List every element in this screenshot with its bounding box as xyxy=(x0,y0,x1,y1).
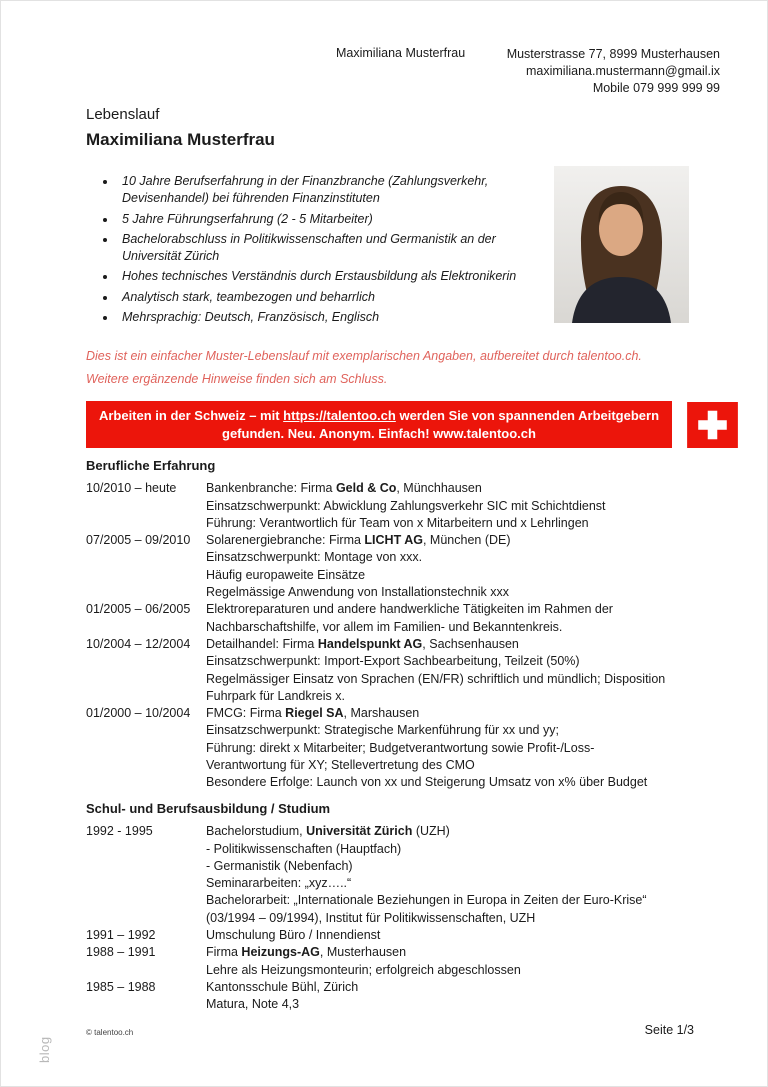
description-line: Firma Heizungs-AG, Musterhausen xyxy=(206,945,407,960)
summary-bullet: • Bachelorabschluss in Politikwissenschaften und Germanistik an der Universität Zürich xyxy=(117,231,541,266)
row-period: 1988 – 1991 xyxy=(86,945,156,960)
description-line: Führung: direkt x Mitarbeiter; Budgetverantwortung sowie Profit-/Loss- xyxy=(206,740,595,755)
education-rows xyxy=(86,823,722,1013)
description-line: Umschulung Büro / Innendienst xyxy=(206,928,381,943)
description-line: Regelmässiger Einsatz von Sprachen (EN/FR) schriftlich und mündlich; Disposition xyxy=(206,671,666,686)
table-row xyxy=(86,601,722,636)
header-mobile: Mobile 079 999 999 99 xyxy=(592,81,720,96)
row-description xyxy=(206,636,722,705)
row-period: 01/2005 – 06/2005 xyxy=(86,602,191,617)
row-description xyxy=(206,532,722,601)
table-row xyxy=(86,944,722,979)
description-line: (03/1994 – 09/1994), Institut für Politikwissenschaften, UZH xyxy=(206,910,536,925)
row-description xyxy=(206,927,722,944)
description-line: - Germanistik (Nebenfach) xyxy=(206,858,353,873)
summary-bullet: • 5 Jahre Führungserfahrung (2 - 5 Mitarbeiter) xyxy=(117,211,541,228)
section-heading-education: Schul- und Berufsausbildung / Studium xyxy=(86,801,331,816)
table-row xyxy=(86,705,722,791)
summary-bullet: • Analytisch stark, teambezogen und beharrlich xyxy=(117,289,541,306)
sample-notice: Dies ist ein einfacher Muster-Lebenslauf mit exemplarischen Angaben, aufbereitet durch talentoo.ch. Weitere ergänzende Hinweise finden sich am Schluss. xyxy=(86,349,642,386)
description-line: Verantwortung für XY; Stellevertretung des CMO xyxy=(206,758,475,773)
description-line: Detailhandel: Firma Handelspunkt AG, Sachsenhausen xyxy=(206,636,519,651)
description-line: Einsatzschwerpunkt: Strategische Markenführung für xx und yy; xyxy=(206,723,559,738)
row-description xyxy=(206,979,722,1014)
profile-photo xyxy=(554,166,689,323)
description-line: Einsatzschwerpunkt: Import-Export Sachbearbeitung, Teilzeit (50%) xyxy=(206,654,580,669)
table-row xyxy=(86,927,722,944)
description-line: Einsatzschwerpunkt: Montage von xxx. xyxy=(206,550,423,565)
description-line: Häufig europaweite Einsätze xyxy=(206,567,366,582)
description-line: FMCG: Firma Riegel SA, Marshausen xyxy=(206,706,420,721)
portrait-image xyxy=(554,166,689,323)
description-line: Einsatzschwerpunkt: Abwicklung Zahlungsverkehr SIC mit Schichtdienst xyxy=(206,498,606,513)
title-block xyxy=(86,106,275,150)
row-period: 01/2000 – 10/2004 xyxy=(86,706,191,721)
description-line: Besondere Erfolge: Launch von xx und Steigerung Umsatz von x% über Budget xyxy=(206,775,648,790)
description-line: Regelmässige Anwendung von Installationstechnik xxx xyxy=(206,585,509,600)
row-description xyxy=(206,944,722,979)
footer-copyright: © talentoo.ch xyxy=(86,1028,134,1037)
swiss-flag-icon xyxy=(687,402,738,448)
table-row xyxy=(86,532,722,601)
summary-bullet: • 10 Jahre Berufserfahrung in der Finanzbranche (Zahlungsverkehr, Devisenhandel) bei führenden Finanzinstituten xyxy=(117,173,541,208)
description-line: Bankenbranche: Firma Geld & Co, Münchhausen xyxy=(206,481,482,496)
row-period: 1992 - 1995 xyxy=(86,824,153,839)
summary-bullet: • Hohes technisches Verständnis durch Erstausbildung als Elektronikerin xyxy=(117,268,541,285)
table-row xyxy=(86,823,722,927)
description-line: Lehre als Heizungsmonteurin; erfolgreich abgeschlossen xyxy=(206,962,521,977)
section-education xyxy=(86,800,722,1014)
description-line: Nachbarschaftshilfe, vor allem im Familien- und Bekanntenkreis. xyxy=(206,619,563,634)
section-experience xyxy=(86,457,722,792)
description-line: Seminararbeiten: „xyz…..“ xyxy=(206,876,352,891)
row-description xyxy=(206,705,722,791)
section-heading-experience: Berufliche Erfahrung xyxy=(86,458,216,473)
candidate-name: Maximiliana Musterfrau xyxy=(86,130,275,149)
row-period: 07/2005 – 09/2010 xyxy=(86,533,191,548)
header-email: maximiliana.mustermann@gmail.ix xyxy=(526,64,720,79)
page-number: Seite 1/3 xyxy=(644,1023,694,1037)
row-period: 10/2004 – 12/2004 xyxy=(86,636,191,651)
row-description xyxy=(206,601,722,636)
description-line: - Politikwissenschaften (Hauptfach) xyxy=(206,841,402,856)
row-period: 1991 – 1992 xyxy=(86,928,156,943)
row-period: 10/2010 – heute xyxy=(86,481,177,496)
banner-text-pre: Arbeiten in der Schweiz – mit xyxy=(98,408,284,423)
banner-url-text[interactable]: www.talentoo.ch xyxy=(433,425,536,441)
description-line: Bachelorstudium, Universität Zürich (UZH) xyxy=(206,824,450,839)
header-contact-block xyxy=(507,46,720,98)
page-title: Lebenslauf xyxy=(86,106,160,123)
banner-link[interactable]: https://talentoo.ch xyxy=(283,408,396,423)
description-line: Kantonsschule Bühl, Zürich xyxy=(206,979,359,994)
description-line: Solarenergiebranche: Firma LICHT AG, München (DE) xyxy=(206,533,511,548)
description-line: Fuhrpark für Landkreis x. xyxy=(206,688,345,703)
description-line: Elektroreparaturen und andere handwerkliche Tätigkeiten im Rahmen der xyxy=(206,602,613,617)
promo-banner xyxy=(86,401,672,448)
summary-bullet: • Mehrsprachig: Deutsch, Französisch, Englisch xyxy=(117,309,541,326)
banner-text-mid: werden Sie von spannenden Arbeitgebern gefunden. Neu. Anonym. Einfach! xyxy=(222,408,660,441)
row-period: 1985 – 1988 xyxy=(86,979,156,994)
table-row xyxy=(86,480,722,532)
summary-list xyxy=(89,173,541,329)
description-line: Führung: Verantwortlich für Team von x Mitarbeitern und x Lehrlingen xyxy=(206,515,589,530)
description-line: Matura, Note 4,3 xyxy=(206,997,300,1012)
header-contact-name: Maximiliana Musterfrau xyxy=(336,46,466,60)
table-row xyxy=(86,979,722,1014)
row-description xyxy=(206,480,722,532)
table-row xyxy=(86,636,722,705)
header-address: Musterstrasse 77, 8999 Musterhausen xyxy=(506,47,720,61)
experience-rows xyxy=(86,480,722,791)
banner-text xyxy=(98,407,660,442)
blog-watermark: blog xyxy=(37,1036,52,1063)
description-line: Bachelorarbeit: „Internationale Beziehungen in Europa in Zeiten der Euro-Krise“ xyxy=(206,893,647,908)
row-description xyxy=(206,823,722,927)
